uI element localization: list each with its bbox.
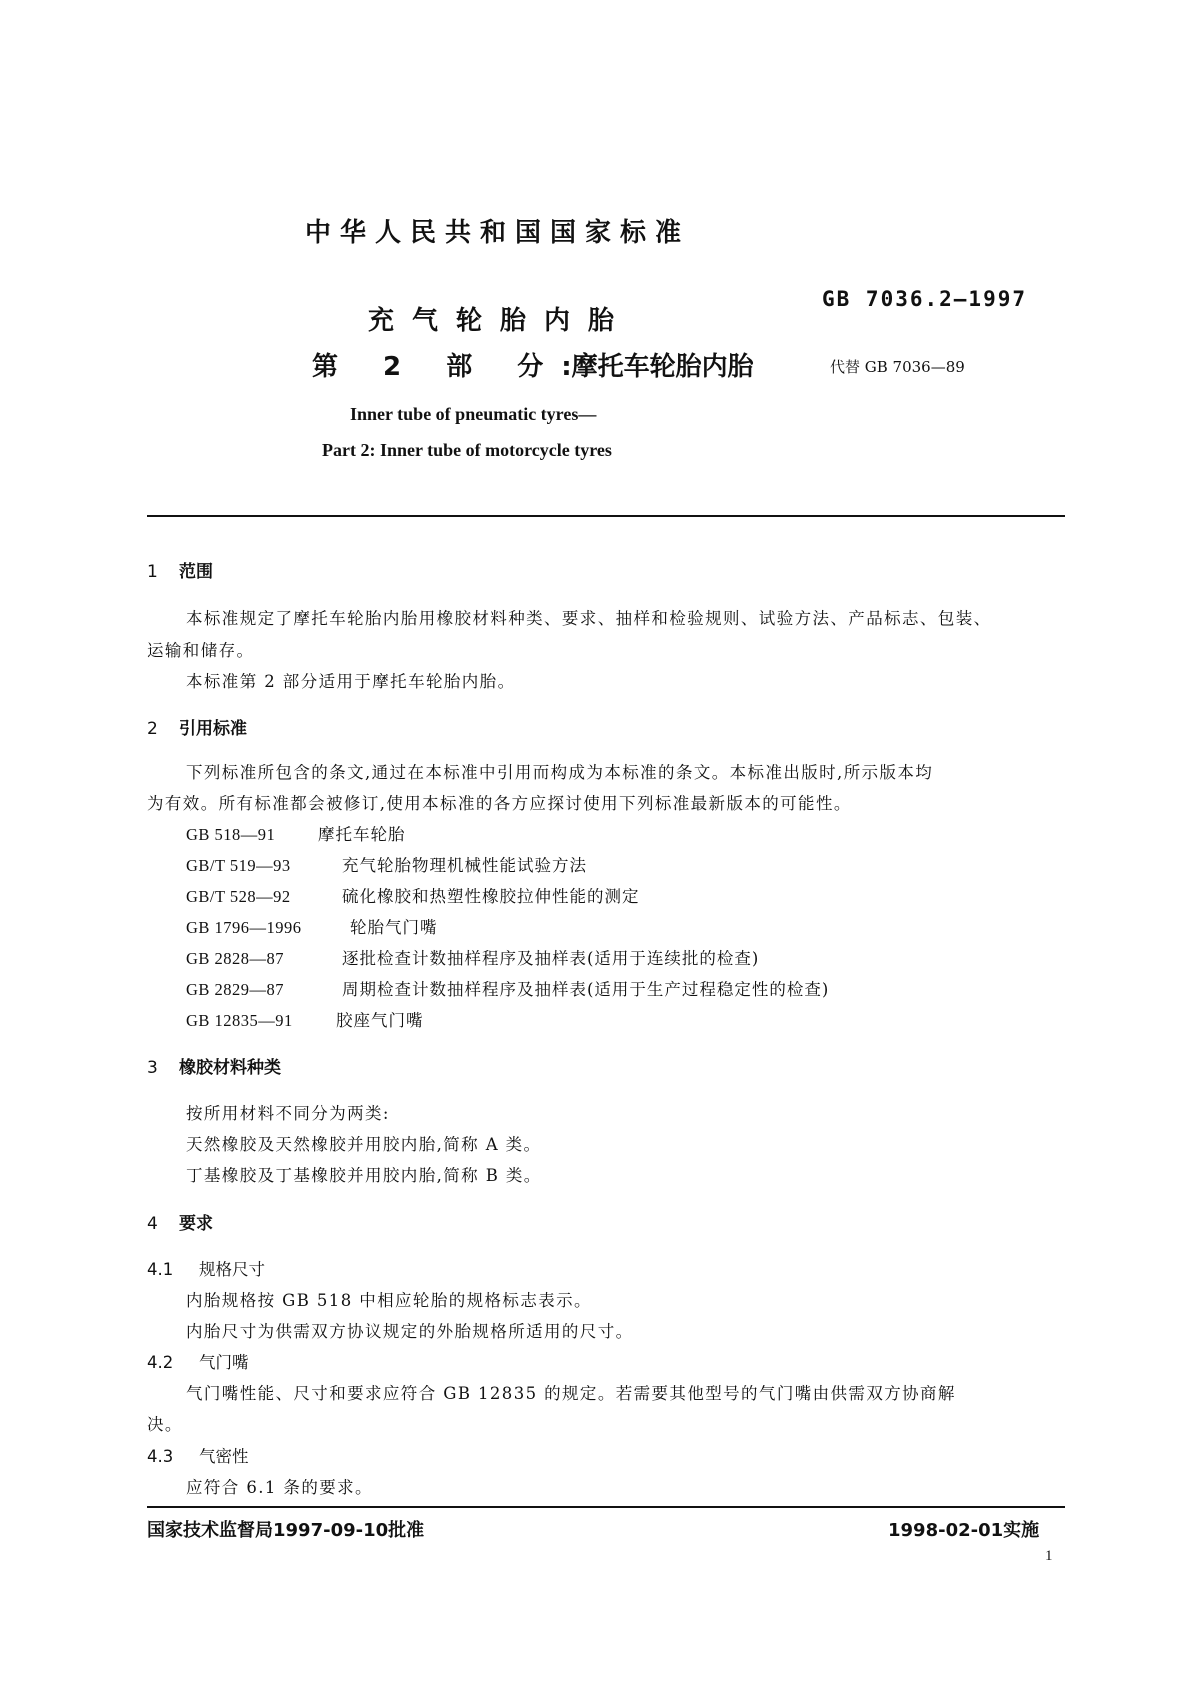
section-title: 引用标准 <box>179 719 247 739</box>
implementation-date: 1998-02-01实施 <box>888 1520 1040 1541</box>
approval-date: 国家技术监督局1997-09-10批准 <box>147 1520 425 1541</box>
section-2-para-line-2: 为有效。所有标准都会被修订,使用本标准的各方应探讨使用下列标准最新版本的可能性。 <box>147 794 852 813</box>
replaces-note: 代替 GB 7036—89 <box>830 358 965 376</box>
header-divider <box>147 515 1065 517</box>
title-line-2 <box>312 346 754 383</box>
section-title: 范围 <box>179 562 213 582</box>
section-1-heading <box>147 557 213 582</box>
reference-item <box>186 883 640 907</box>
subsection-number: 4.2 <box>147 1353 174 1372</box>
section-3-para-2: 天然橡胶及天然橡胶并用胶内胎,简称 A 类。 <box>186 1135 542 1154</box>
footer-divider <box>147 1506 1065 1508</box>
reference-title: 充气轮胎物理机械性能试验方法 <box>342 856 587 875</box>
reference-title: 周期检查计数抽样程序及抽样表(适用于生产过程稳定性的检查) <box>342 980 830 999</box>
subsection-title: 气门嘴 <box>199 1353 249 1372</box>
section-4-heading <box>147 1209 213 1234</box>
english-title-line-1: Inner tube of pneumatic tyres— <box>350 404 597 424</box>
title-line-1: 充气轮胎内胎 <box>368 306 633 336</box>
reference-title: 轮胎气门嘴 <box>350 918 438 937</box>
subsection-title: 规格尺寸 <box>199 1260 265 1279</box>
section-3-para-3: 丁基橡胶及丁基橡胶并用胶内胎,简称 B 类。 <box>186 1166 542 1185</box>
reference-item <box>186 821 406 845</box>
reference-title: 胶座气门嘴 <box>336 1011 424 1030</box>
subsection-4-2-para-line-1: 气门嘴性能、尺寸和要求应符合 GB 12835 的规定。若需要其他型号的气门嘴由供需双方协商解 <box>186 1384 956 1403</box>
section-number: 4 <box>147 1214 158 1234</box>
reference-code: GB/T 519—93 <box>186 856 291 875</box>
reference-code: GB 2828—87 <box>186 949 285 968</box>
reference-code: GB 518—91 <box>186 825 276 844</box>
subsection-title: 气密性 <box>199 1447 249 1466</box>
section-1-para-1-line-1: 本标准规定了摩托车轮胎内胎用橡胶材料种类、要求、抽样和检验规则、试验方法、产品标志、包装、 <box>186 609 992 628</box>
title-part-name: :摩托车轮胎内胎 <box>561 352 754 382</box>
subsection-4-1-para-2: 内胎尺寸为供需双方协议规定的外胎规格所适用的尺寸。 <box>186 1322 634 1341</box>
reference-item <box>186 852 587 876</box>
subsection-4-2-para-line-2: 决。 <box>147 1415 183 1434</box>
section-3-heading <box>147 1053 281 1078</box>
subsection-4-3-para-1: 应符合 6.1 条的要求。 <box>186 1478 373 1497</box>
reference-title: 摩托车轮胎 <box>318 825 406 844</box>
page-number: 1 <box>1045 1548 1053 1564</box>
reference-item <box>186 976 829 1000</box>
reference-code: GB 12835—91 <box>186 1011 293 1030</box>
reference-title: 硫化橡胶和热塑性橡胶拉伸性能的测定 <box>342 887 640 906</box>
title-part-label: 第 2 部 分 <box>312 352 562 382</box>
section-number: 2 <box>147 719 158 739</box>
subsection-4-1-para-1: 内胎规格按 GB 518 中相应轮胎的规格标志表示。 <box>186 1291 592 1310</box>
section-2-heading <box>147 714 247 739</box>
subsection-4-3-heading <box>147 1443 249 1467</box>
section-title: 橡胶材料种类 <box>179 1058 281 1078</box>
standard-number: GB 7036.2—1997 <box>822 287 1028 311</box>
reference-item <box>186 945 759 969</box>
section-number: 1 <box>147 562 158 582</box>
reference-code: GB 2829—87 <box>186 980 285 999</box>
section-1-para-2: 本标准第 2 部分适用于摩托车轮胎内胎。 <box>186 672 516 691</box>
section-number: 3 <box>147 1058 158 1078</box>
subsection-number: 4.1 <box>147 1260 174 1279</box>
reference-item <box>186 1007 424 1031</box>
reference-title: 逐批检查计数抽样程序及抽样表(适用于连续批的检查) <box>342 949 760 968</box>
subsection-4-1-heading <box>147 1256 265 1280</box>
subsection-4-2-heading <box>147 1349 249 1373</box>
reference-item <box>186 914 438 938</box>
english-title-line-2: Part 2: Inner tube of motorcycle tyres <box>322 440 612 460</box>
section-1-para-1-line-2: 运输和储存。 <box>147 641 255 660</box>
reference-code: GB/T 528—92 <box>186 887 291 906</box>
section-title: 要求 <box>179 1214 213 1234</box>
reference-code: GB 1796—1996 <box>186 918 302 937</box>
section-3-para-1: 按所用材料不同分为两类: <box>186 1104 390 1123</box>
national-standard-heading: 中华人民共和国国家标准 <box>305 218 691 248</box>
subsection-number: 4.3 <box>147 1447 174 1466</box>
section-2-para-line-1: 下列标准所包含的条文,通过在本标准中引用而构成为本标准的条文。本标准出版时,所示版本均 <box>186 763 934 782</box>
